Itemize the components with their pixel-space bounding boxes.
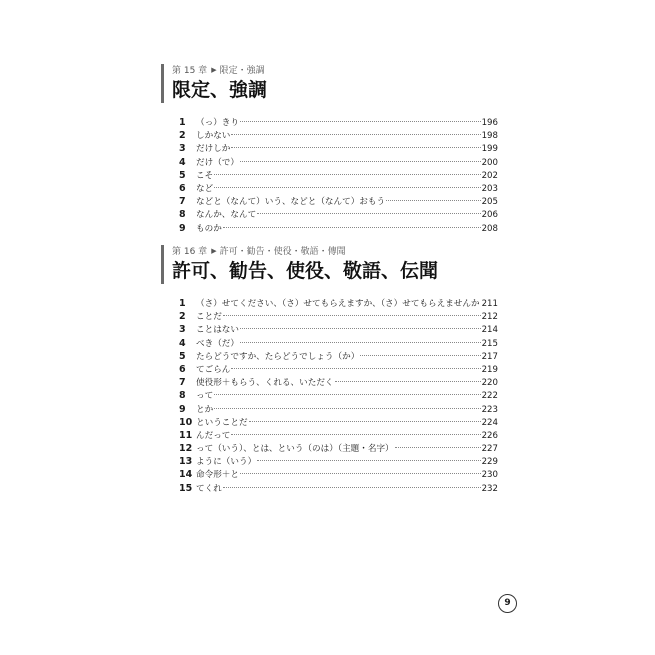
dot-leader [240, 473, 481, 474]
chapter-header [161, 245, 498, 284]
toc-entry[interactable] [179, 363, 498, 376]
toc-entry[interactable] [179, 195, 498, 208]
entry-page: 202 [481, 170, 498, 181]
dot-leader [386, 200, 481, 201]
entry-page: 196 [481, 118, 498, 128]
entry-page: 232 [481, 483, 498, 494]
dot-leader [223, 487, 481, 488]
entry-page: 223 [481, 404, 498, 415]
dot-leader [240, 121, 481, 122]
chapter-header [161, 64, 498, 103]
entry-title: とか [196, 404, 214, 415]
dot-leader [360, 355, 480, 356]
toc-entry[interactable] [179, 169, 498, 182]
entry-title: んだって [196, 430, 231, 441]
chapter-title: 許可、勧告、使役、敬語、伝聞 [172, 260, 439, 282]
entry-title: ということだ [196, 417, 248, 428]
toc-list [163, 116, 498, 235]
toc-entry[interactable] [179, 389, 498, 402]
entry-page: 219 [481, 364, 498, 375]
toc-entry[interactable] [179, 323, 498, 336]
entry-number: 15 [179, 482, 193, 494]
entry-number: 8 [179, 390, 186, 402]
toc-entry[interactable] [179, 350, 498, 363]
entry-number: 6 [179, 363, 186, 375]
entry-number: 8 [179, 209, 186, 221]
toc-entry[interactable] [179, 142, 498, 155]
entry-title: ように（いう） [196, 457, 257, 468]
entry-number: 11 [179, 429, 193, 441]
chapter-number: 第 16 章 [172, 247, 208, 257]
dot-leader [257, 213, 480, 214]
chapter-title: 限定、強調 [172, 79, 268, 101]
entry-number: 14 [179, 469, 193, 481]
dot-leader [231, 134, 480, 135]
toc-entry[interactable] [179, 222, 498, 235]
chapter-subtitle: 許可・勧告・使役・敬語・傳聞 [219, 247, 346, 257]
chapter-label-line [172, 245, 498, 258]
entry-number: 9 [179, 403, 186, 415]
entry-title: てごらん [196, 364, 231, 375]
dot-leader [240, 342, 481, 343]
page-number: 9 [498, 594, 517, 613]
dot-leader [223, 227, 481, 228]
toc-entry[interactable] [179, 442, 498, 455]
entry-title: なんか、なんて [196, 210, 257, 221]
entry-page: 230 [481, 470, 498, 481]
entry-page: 224 [481, 417, 498, 428]
entry-title: ことはない [196, 325, 239, 336]
entry-page: 217 [481, 351, 498, 362]
dot-leader [214, 174, 480, 175]
toc-entry[interactable] [179, 116, 498, 129]
entry-page: 200 [481, 157, 498, 168]
entry-page: 229 [481, 457, 498, 468]
toc-entry[interactable] [179, 297, 498, 310]
entry-title: って [196, 391, 214, 402]
entry-number: 7 [179, 196, 186, 208]
entry-number: 5 [179, 169, 186, 181]
entry-page: 208 [481, 223, 498, 234]
toc-list [163, 297, 498, 495]
chapter-subtitle: 限定・強調 [219, 66, 265, 76]
entry-number: 12 [179, 443, 193, 455]
entry-number: 2 [179, 130, 186, 142]
entry-title: 使役形＋もらう、くれる、いただく [196, 378, 334, 389]
entry-number: 5 [179, 350, 186, 362]
dot-leader [249, 421, 481, 422]
toc-entry[interactable] [179, 129, 498, 142]
entry-title: ものか [196, 223, 222, 234]
toc-entry[interactable] [179, 482, 498, 495]
entry-page: 214 [481, 325, 498, 336]
toc-entry[interactable] [179, 376, 498, 389]
dot-leader [257, 460, 480, 461]
dot-leader [240, 328, 481, 329]
entry-number: 3 [179, 143, 186, 155]
toc-entry[interactable] [179, 468, 498, 481]
toc-entry[interactable] [179, 429, 498, 442]
entry-number: 3 [179, 324, 186, 336]
toc-entry[interactable] [179, 403, 498, 416]
entry-title: ことだ [196, 312, 222, 323]
chapter-label-line [172, 64, 498, 77]
entry-title: （さ）せてください、（さ）せてもらえますか、（さ）せてもらえませんか [196, 299, 480, 309]
entry-page: 205 [481, 197, 498, 208]
toc-entry[interactable] [179, 337, 498, 350]
entry-number: 1 [179, 117, 186, 128]
toc-entry[interactable] [179, 455, 498, 468]
entry-page: 226 [481, 430, 498, 441]
entry-title: だけしか [196, 144, 231, 155]
entry-title: だけ（で） [196, 157, 239, 168]
entry-title: べき（だ） [196, 338, 239, 349]
entry-title: しかない [196, 131, 231, 142]
dot-leader [240, 161, 481, 162]
chapter-number: 第 15 章 [172, 66, 208, 76]
entry-title: などと（なんて）いう、などと（なんて）おもう [196, 197, 386, 208]
triangle-icon: ▶ [211, 247, 217, 255]
entry-page: 211 [481, 299, 498, 309]
entry-page: 206 [481, 210, 498, 221]
entry-number: 9 [179, 222, 186, 234]
dot-leader [214, 408, 480, 409]
toc-entry[interactable] [179, 182, 498, 195]
entry-title: こそ [196, 170, 214, 181]
toc-entry[interactable] [179, 208, 498, 221]
toc-entry[interactable] [179, 416, 498, 429]
toc-entry[interactable] [179, 156, 498, 169]
toc-entry[interactable] [179, 310, 498, 323]
entry-number: 7 [179, 377, 186, 389]
dot-leader [335, 381, 481, 382]
entry-page: 227 [481, 444, 498, 455]
entry-page: 203 [481, 183, 498, 194]
dot-leader [231, 147, 480, 148]
entry-page: 198 [481, 131, 498, 142]
entry-number: 10 [179, 416, 193, 428]
dot-leader [395, 447, 481, 448]
entry-title: てくれ [196, 483, 222, 494]
entry-page: 222 [481, 391, 498, 402]
entry-title: 命令形＋と [196, 470, 239, 481]
chapter-16 [163, 245, 498, 495]
entry-number: 4 [179, 337, 186, 349]
dot-leader [214, 394, 480, 395]
entry-number: 4 [179, 156, 186, 168]
entry-title: など [196, 183, 214, 194]
entry-page: 220 [481, 378, 498, 389]
entry-title: って（いう）、とは、という（のは）（主題・名字） [196, 444, 394, 455]
dot-leader [231, 368, 480, 369]
entry-number: 1 [179, 298, 186, 309]
entry-number: 13 [179, 456, 193, 468]
entry-page: 215 [481, 338, 498, 349]
chapter-15 [163, 64, 498, 235]
triangle-icon: ▶ [211, 66, 217, 74]
entry-number: 6 [179, 182, 186, 194]
entry-title: たらどうですか、たらどうでしょう（か） [196, 351, 360, 362]
entry-page: 212 [481, 312, 498, 323]
dot-leader [231, 434, 480, 435]
entry-title: （っ）きり [196, 118, 239, 128]
dot-leader [223, 315, 481, 316]
entry-number: 2 [179, 311, 186, 323]
dot-leader [214, 187, 480, 188]
entry-page: 199 [481, 144, 498, 155]
